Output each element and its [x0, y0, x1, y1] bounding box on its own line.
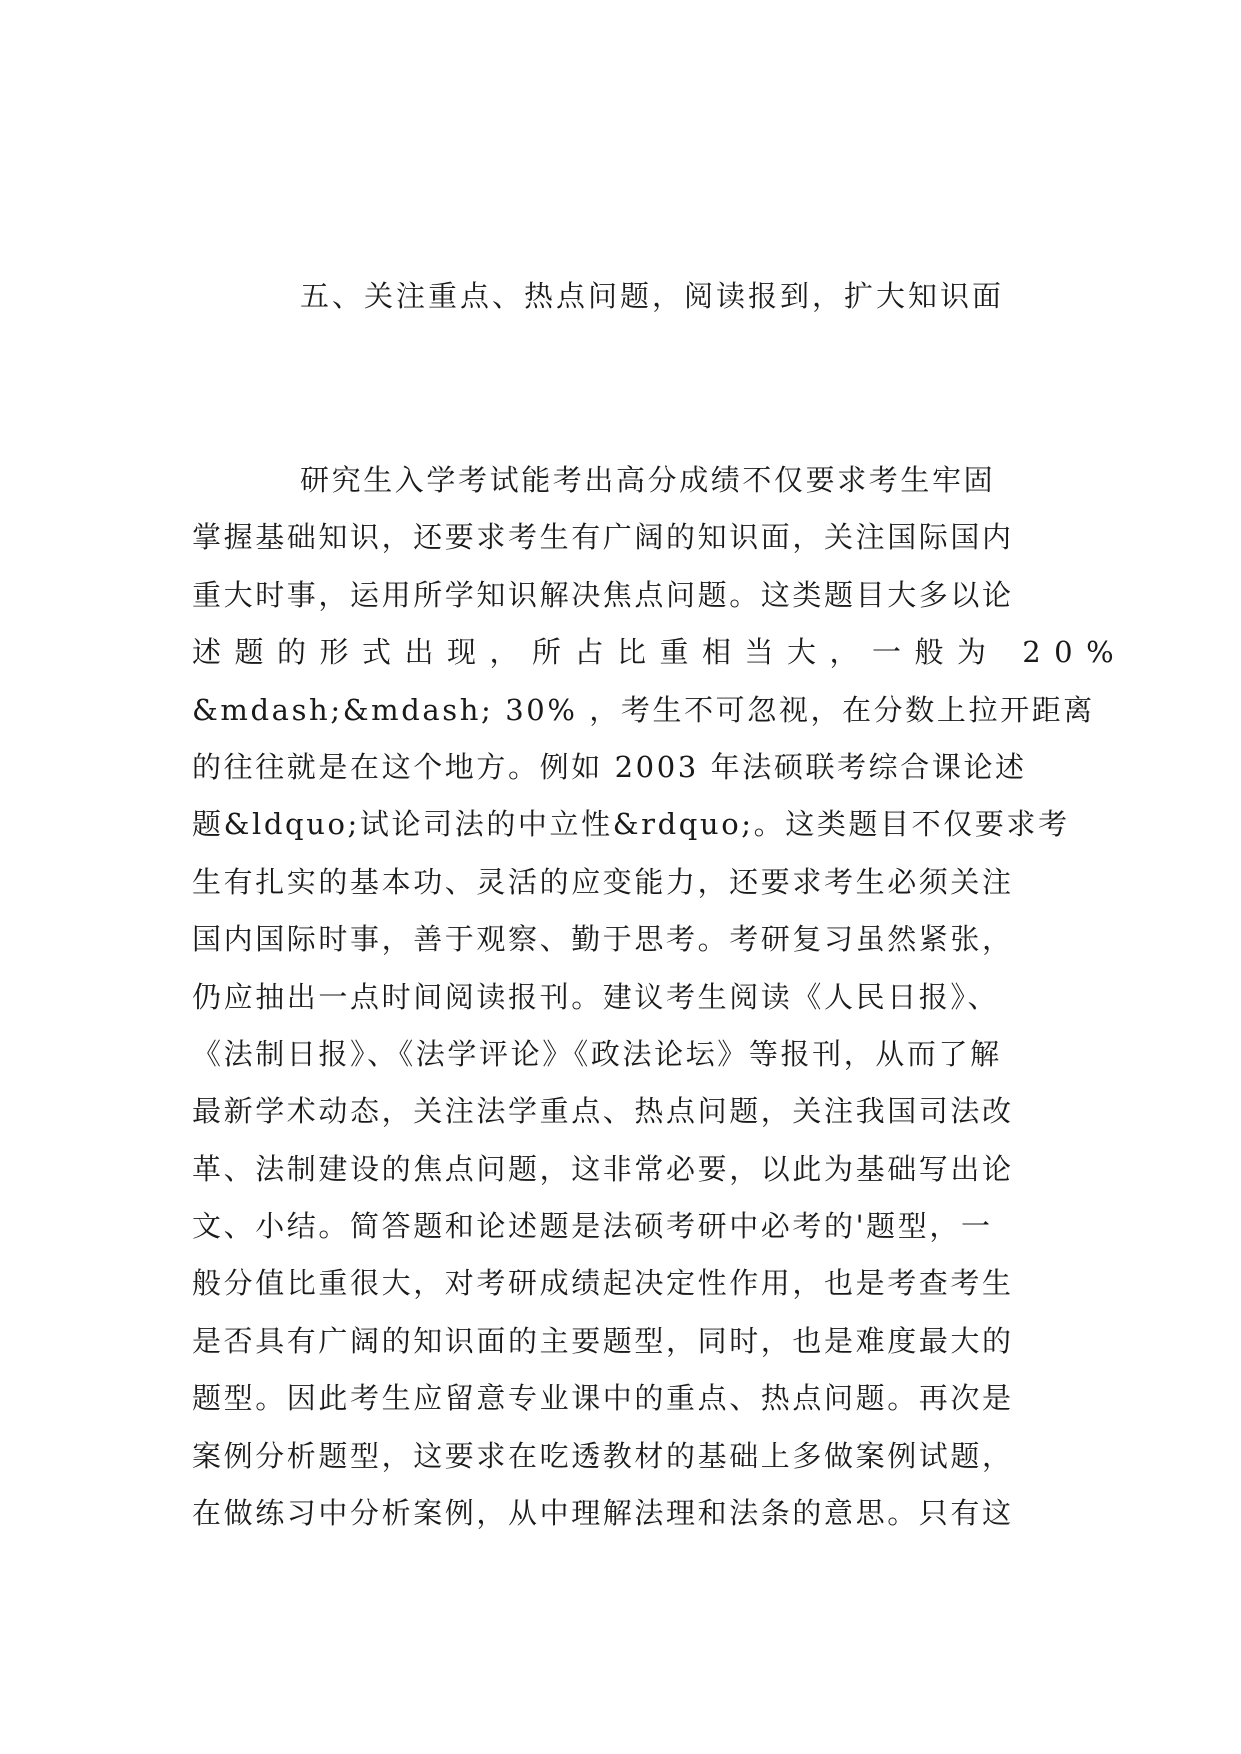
paragraph-line: 题型。因此考生应留意专业课中的重点、热点问题。再次是 [192, 1381, 1014, 1416]
paragraph-line: 题&ldquo;试论司法的中立性&rdquo;。这类题目不仅要求考 [192, 807, 1070, 842]
paragraph-line: 最新学术动态，关注法学重点、热点问题，关注我国司法改 [192, 1094, 1014, 1129]
paragraph-line: 生有扎实的基本功、灵活的应变能力，还要求考生必须关注 [192, 864, 1014, 899]
body-paragraph [192, 452, 1128, 1542]
paragraph-line: 重大时事，运用所学知识解决焦点问题。这类题目大多以论 [192, 577, 1014, 612]
paragraph-line: 在做练习中分析案例，从中理解法理和法条的意思。只有这 [192, 1496, 1014, 1531]
paragraph-line: 般分值比重很大，对考研成绩起决定性作用，也是考查考生 [192, 1266, 1014, 1301]
paragraph-line: 革、法制建设的焦点问题，这非常必要，以此为基础写出论 [192, 1151, 1014, 1186]
paragraph-line: 国内国际时事，善于观察、勤于思考。考研复习虽然紧张， [192, 922, 1014, 957]
paragraph-line: 仍应抽出一点时间阅读报刊。建议考生阅读《人民日报》、 [192, 979, 1000, 1014]
paragraph-line: 《法制日报》、《法学评论》《政法论坛》等报刊，从而了解 [192, 1036, 1002, 1071]
paragraph-line: 的往往就是在这个地方。例如 2003 年法硕联考综合课论述 [192, 749, 1027, 784]
section-heading: 五、关注重点、热点问题，阅读报到，扩大知识面 [300, 279, 1005, 313]
paragraph-line: 述题的形式出现，所占比重相当大，一般为 20% [192, 635, 1128, 670]
paragraph-line: 研究生入学考试能考出高分成绩不仅要求考生牢固 [300, 463, 996, 497]
paragraph-line: 掌握基础知识，还要求考生有广阔的知识面，关注国际国内 [192, 520, 1014, 555]
paragraph-line: &mdash;&mdash; 30% ，考生不可忽视，在分数上拉开距离 [192, 692, 1095, 727]
paragraph-line: 是否具有广阔的知识面的主要题型，同时，也是难度最大的 [192, 1323, 1014, 1358]
paragraph-line: 文、小结。简答题和论述题是法硕考研中必考的'题型，一 [192, 1209, 993, 1244]
paragraph-line: 案例分析题型，这要求在吃透教材的基础上多做案例试题， [192, 1438, 1014, 1473]
